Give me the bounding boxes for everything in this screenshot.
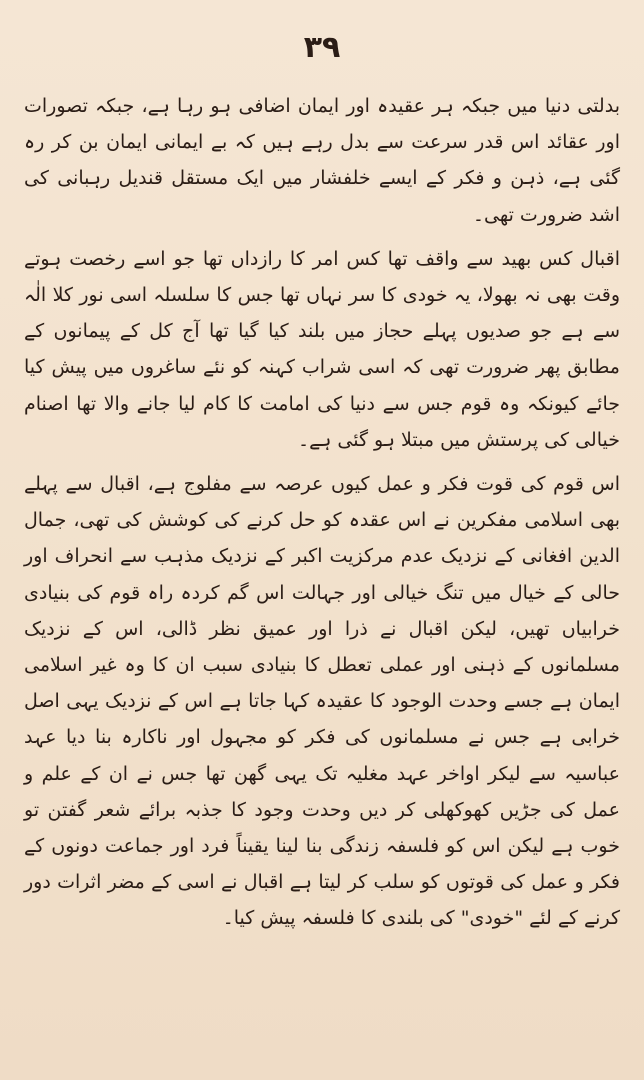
paragraph-2: اقبال کس بھید سے واقف تھا کس امر کا رازداں تھا جو اسے رخصت ہوتے وقت بھی نہ بھولا، یہ خودی کا سر نہاں تھا جس کا سلسلہ اسی نور کلا الٰہ سے ہے جو صدیوں پہلے حجاز میں بلند کیا گیا تھا آج کل کے پیمانوں کے مطابق پھر ضرورت تھی کہ اسی شراب کہنہ کو نئے ساغروں میں پیش کیا جائے کیونکہ وہ قوم جس سے دنیا کی امامت کا کام لیا جانے والا تھا اصنام خیالی کی پرستش میں مبتلا ہو گئی ہے۔ — [24, 247, 620, 451]
paragraph-3: اس قوم کی قوت فکر و عمل کیوں عرصہ سے مفلوج ہے، اقبال سے پہلے بھی اسلامی مفکرین نے اس عقدہ کو حل کرنے کی کوشش کی تھی، جمال الدین افغانی کے نزدیک عدم مرکزیت اکبر کے نزدیک مذہب سے انحراف اور حالی کے خیال میں تنگ خیالی اور جہالت اس گم کردہ راہ قوم کی بنیادی خرابیاں تھیں، لیکن اقبال نے ذرا اور عمیق نظر ڈالی، اس کے نزدیک مسلمانوں کے ذہنی اور عملی تعطل کا بنیادی سبب ان کا وہ غیر اسلامی ایمان ہے جسے وحدت الوجود کا عقیدہ کہا جاتا ہے اس کے نزدیک یہی اصل خرابی ہے جس نے مسلمانوں کی فکر کو مجہول اور ناکارہ بنا دیا عہد عباسیہ سے لیکر اواخر عہد مغلیہ تک یہی گھن تھا جس نے ان کے علم و عمل کی جڑیں کھوکھلی کر دیں وحدت وجود کا جذبہ برائے شعر گفتن تو خوب ہے لیکن اس کو فلسفہ زندگی بنا لینا یقیناً فرد اور جماعت دونوں کے فکر و عمل کی قوتوں کو سلب کر لیتا ہے اقبال نے اسی کے مضر اثرات دور کرنے کے لئے "خودی" کی بلندی کا فلسفہ پیش کیا۔ — [24, 473, 620, 930]
page-number: ۳۹ — [303, 30, 341, 65]
paragraph-1: بدلتی دنیا میں جبکہ ہر عقیدہ اور ایمان اضافی ہو رہا ہے، جبکہ تصورات اور عقائد اس قدر سرعت سے بدل رہے ہیں کہ بے ایمانی ایمان بن کر رہ گئی ہے، ذہن و فکر کے ایسے خلفشار میں ایک مستقل قندیل رہبانی کی اشد ضرورت تھی۔ — [24, 95, 620, 226]
page-text — [24, 88, 620, 937]
